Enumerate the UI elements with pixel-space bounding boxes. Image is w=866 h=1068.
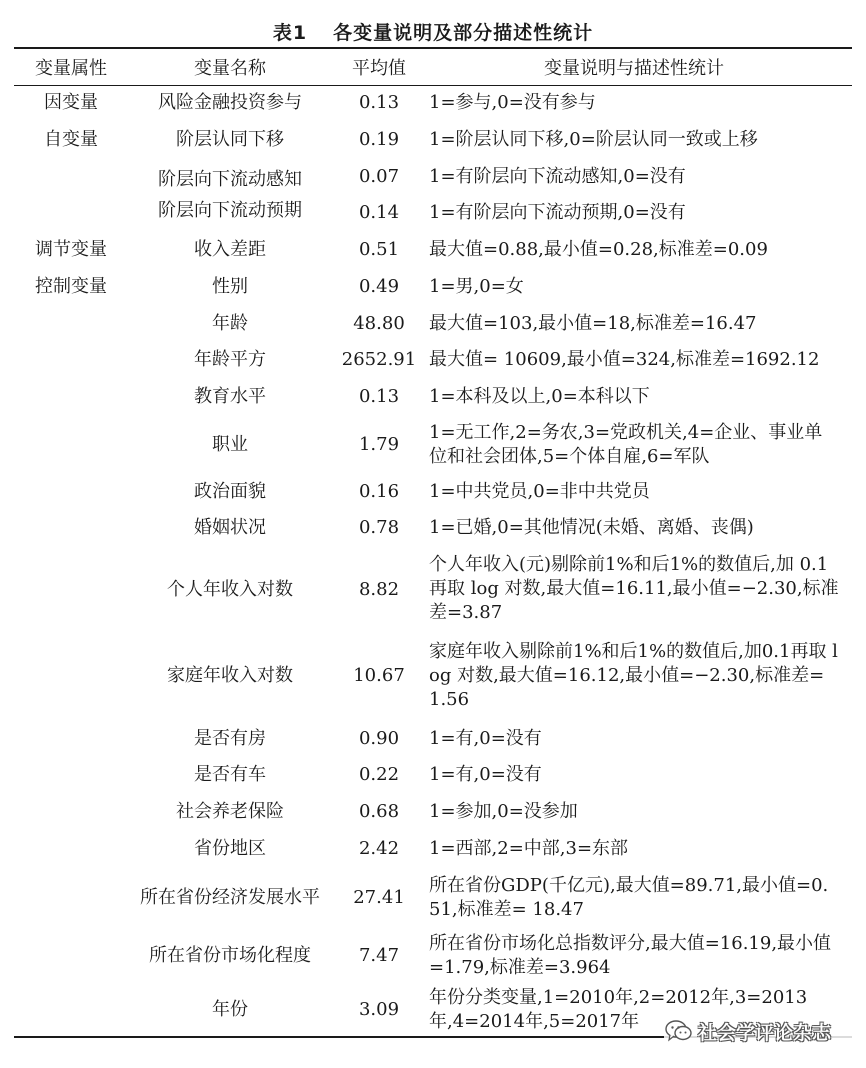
cell-desc: 最大值=0.88,最小值=0.28,标准差=0.09 [429, 239, 768, 260]
cell-name: 所在省份经济发展水平 [140, 887, 320, 908]
cell-desc: 1=参与,0=没有参与 [429, 92, 596, 113]
cell-desc: 家庭年收入剔除前1%和后1%的数值后,加0.1再取 log 对数,最大值=16.12,最小值=−2.30,标准差=1.56 [429, 641, 838, 710]
cell-desc: 1=有阶层向下流动感知,0=没有 [429, 166, 686, 187]
cell-mean: 0.16 [358, 481, 400, 502]
cell-attr: 因变量 [44, 92, 98, 113]
cell-name: 政治面貌 [194, 481, 266, 502]
header-name: 变量名称 [194, 58, 266, 79]
cell-desc: 最大值= 10609,最小值=324,标准差=1692.12 [429, 349, 820, 370]
cell-name: 职业 [212, 434, 248, 455]
cell-name: 性别 [212, 276, 248, 297]
cell-desc: 1=有,0=没有 [429, 728, 542, 749]
cell-mean: 3.09 [358, 999, 400, 1020]
cell-desc: 1=中共党员,0=非中共党员 [429, 481, 650, 502]
cell-desc: 1=已婚,0=其他情况(未婚、离婚、丧偶) [429, 517, 754, 538]
cell-name: 年份 [212, 999, 248, 1020]
cell-desc: 1=有,0=没有 [429, 764, 542, 785]
cell-name: 是否有房 [194, 728, 266, 749]
cell-attr: 控制变量 [35, 276, 107, 297]
header-attr: 变量属性 [35, 58, 107, 79]
cell-desc: 1=男,0=女 [429, 276, 524, 297]
cell-desc: 所在省份市场化总指数评分,最大值=16.19,最小值=1.79,标准差=3.964 [429, 933, 832, 978]
cell-desc: 1=西部,2=中部,3=东部 [429, 838, 629, 859]
cell-mean: 0.14 [358, 202, 400, 223]
cell-desc: 1=阶层认同下移,0=阶层认同一致或上移 [429, 129, 758, 150]
cell-mean: 7.47 [358, 945, 400, 966]
cell-name: 所在省份市场化程度 [149, 945, 311, 966]
cell-mean: 0.07 [358, 166, 400, 187]
cell-desc: 所在省份GDP(千亿元),最大值=89.71,最小值=0.51,标准差= 18.47 [429, 875, 829, 920]
cell-desc: 1=有阶层向下流动预期,0=没有 [429, 202, 686, 223]
cell-mean: 0.51 [358, 239, 400, 260]
cell-desc: 年份分类变量,1=2010年,2=2012年,3=2013年,4=2014年,5=2017年 [429, 987, 808, 1032]
cell-mean: 0.22 [358, 764, 400, 785]
cell-name: 家庭年收入对数 [167, 665, 293, 686]
cell-name: 省份地区 [194, 838, 266, 859]
cell-name: 个人年收入对数 [167, 579, 293, 600]
cell-desc: 最大值=103,最小值=18,标准差=16.47 [429, 313, 757, 334]
cell-attr: 调节变量 [35, 239, 107, 260]
cell-mean: 0.90 [358, 728, 400, 749]
cell-mean: 48.80 [353, 313, 405, 334]
cell-mean: 1.79 [358, 434, 400, 455]
cell-mean: 0.19 [358, 129, 400, 150]
cell-mean: 8.82 [358, 579, 400, 600]
cell-name: 风险金融投资参与 [158, 92, 302, 113]
cell-name: 收入差距 [194, 239, 266, 260]
top-rule [14, 47, 852, 49]
cell-mean: 0.49 [358, 276, 400, 297]
cell-name: 阶层向下流动预期 [158, 200, 302, 221]
table-caption: 各变量说明及部分描述性统计 [333, 22, 594, 44]
cell-mean: 0.68 [358, 801, 400, 822]
watermark-text: 社会学评论杂志 [698, 1021, 832, 1044]
watermark [664, 1015, 860, 1047]
cell-mean: 0.78 [358, 517, 400, 538]
cell-mean: 27.41 [353, 887, 405, 908]
cell-name: 是否有车 [194, 764, 266, 785]
cell-desc: 个人年收入(元)剔除前1%和后1%的数值后,加 0.1 再取 log 对数,最大值=16.11,最小值=−2.30,标准差=3.87 [429, 554, 839, 623]
cell-name: 年龄平方 [194, 349, 266, 370]
header-desc: 变量说明与描述性统计 [544, 58, 724, 79]
cell-mean: 10.67 [353, 665, 405, 686]
table-number: 表1 [272, 22, 308, 44]
header-rule [14, 85, 852, 86]
cell-mean: 0.13 [358, 92, 400, 113]
table-title [0, 18, 866, 45]
cell-name: 婚姻状况 [194, 517, 266, 538]
header-mean: 平均值 [352, 58, 406, 79]
cell-mean: 2652.91 [341, 349, 417, 370]
cell-name: 阶层认同下移 [176, 129, 284, 150]
cell-name: 社会养老保险 [176, 801, 284, 822]
cell-name: 阶层向下流动感知 [158, 169, 302, 190]
cell-name: 年龄 [212, 313, 248, 334]
cell-desc: 1=无工作,2=务农,3=党政机关,4=企业、事业单位和社会团体,5=个体自雇,6=军队 [429, 422, 823, 467]
cell-attr: 自变量 [44, 129, 98, 150]
cell-mean: 2.42 [358, 838, 400, 859]
cell-name: 教育水平 [194, 386, 266, 407]
cell-desc: 1=本科及以上,0=本科以下 [429, 386, 650, 407]
cell-desc: 1=参加,0=没参加 [429, 801, 578, 822]
cell-mean: 0.13 [358, 386, 400, 407]
wechat-icon [664, 1019, 694, 1043]
